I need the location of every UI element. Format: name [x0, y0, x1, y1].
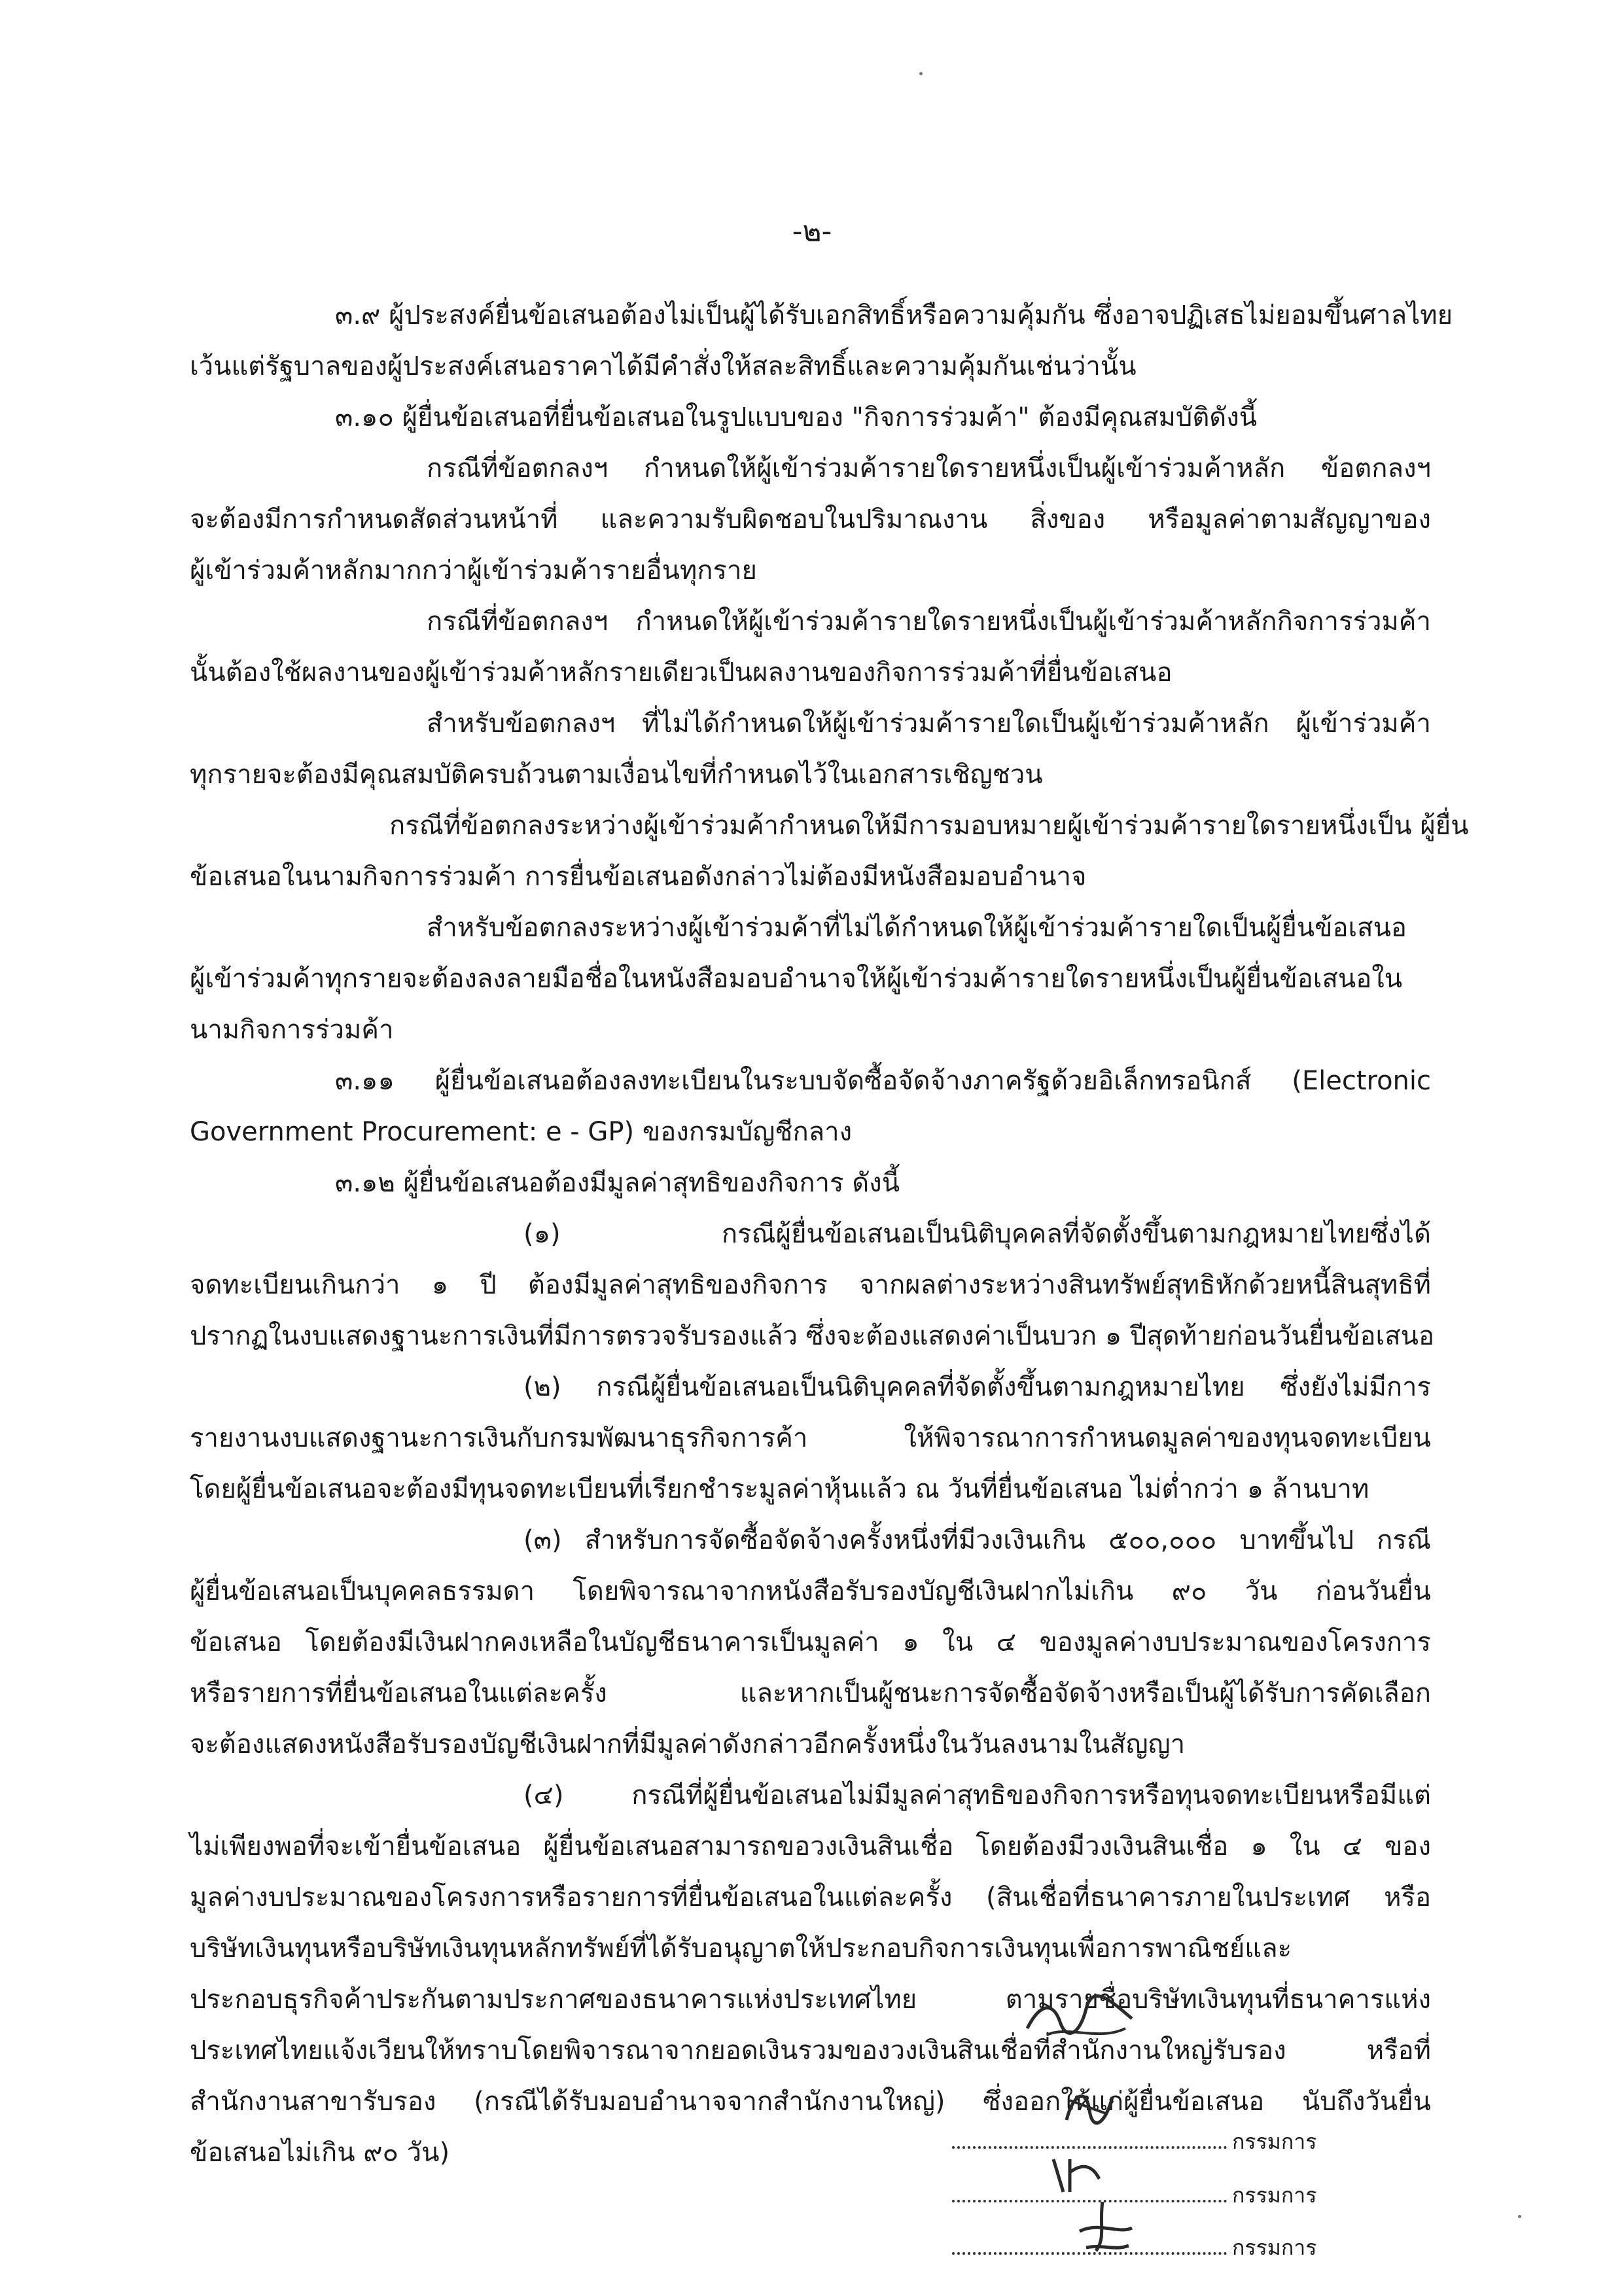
text-line: ๓.๑๑ ผู้ยื่นข้อเสนอต้องลงทะเบียนในระบบจัดซื้อจัดจ้างภาครัฐด้วยอิเล็กทรอนิกส์ (Electronic [335, 1066, 1431, 1096]
text-line: ๓.๑๐ ผู้ยื่นข้อเสนอที่ยื่นข้อเสนอในรูปแบบของ "กิจการร่วมค้า" ต้องมีคุณสมบัติดังนี้ [335, 402, 1258, 433]
text-line: (๑) กรณีผู้ยื่นข้อเสนอเป็นนิติบุคคลที่จัดตั้งขึ้นตามกฎหมายไทยซึ่งได้ [523, 1219, 1431, 1249]
text-line: จะต้องแสดงหนังสือรับรองบัญชีเงินฝากที่มีมูลค่าดังกล่าวอีกครั้งหนึ่งในวันลงนามในสัญญา [190, 1729, 1186, 1759]
text-line: ทุกรายจะต้องมีคุณสมบัติครบถ้วนตามเงื่อนไขที่กำหนดไว้ในเอกสารเชิญชวน [190, 760, 1043, 790]
text-line: (๒) กรณีผู้ยื่นข้อเสนอเป็นนิติบุคคลที่จัดตั้งขึ้นตามกฎหมายไทย ซึ่งยังไม่มีการ [523, 1372, 1431, 1402]
text-line: มูลค่างบประมาณของโครงการหรือรายการที่ยื่นข้อเสนอในแต่ละครั้ง (สินเชื่อที่ธนาคารภายในประเทศ หรือ [190, 1882, 1431, 1913]
signature-label: กรรมการ [1232, 2129, 1317, 2154]
text-line: โดยผู้ยื่นข้อเสนอจะต้องมีทุนจดทะเบียนที่เรียกชำระมูลค่าหุ้นแล้ว ณ วันที่ยื่นข้อเสนอ ไม่ต่ำกว่า ๑ ล้านบาท [190, 1474, 1369, 1504]
dotted-line [952, 2141, 1227, 2149]
text-line: ปรากฏในงบแสดงฐานะการเงินที่มีการตรวจรับรองแล้ว ซึ่งจะต้องแสดงค่าเป็นบวก ๑ ปีสุดท้ายก่อนวันยื่นข้อเสนอ [190, 1321, 1435, 1351]
text-line: บริษัทเงินทุนหรือบริษัทเงินทุนหลักทรัพย์ที่ได้รับอนุญาตให้ประกอบกิจการเงินทุนเพื่อการพาณิชย์และ [190, 1934, 1292, 1964]
text-line: กรณีที่ข้อตกลงระหว่างผู้เข้าร่วมค้ากำหนดให้มีการมอบหมายผู้เข้าร่วมค้ารายใดรายหนึ่งเป็น ผู้ยื่น [389, 811, 1469, 841]
text-line: ประเทศไทยแจ้งเวียนให้ทราบโดยพิจารณาจากยอดเงินรวมของวงเงินสินเชื่อที่สำนักงานใหญ่รับรอง หรือที่ [190, 2036, 1431, 2066]
text-line: นามกิจการร่วมค้า [190, 1015, 394, 1045]
handwritten-signature [1021, 1989, 1139, 2048]
text-line: ข้อเสนอไม่เกิน ๙๐ วัน) [190, 2138, 450, 2168]
text-line: ข้อเสนอ โดยต้องมีเงินฝากคงเหลือในบัญชีธนาคารเป็นมูลค่า ๑ ใน ๔ ของมูลค่างบประมาณของโครงการ [190, 1627, 1431, 1657]
text-line: ไม่เพียงพอที่จะเข้ายื่นข้อเสนอ ผู้ยื่นข้อเสนอสามารถขอวงเงินสินเชื่อ โดยต้องมีวงเงินสินเชื่อ ๑ ใน ๔ ของ [190, 1831, 1431, 1862]
text-line: ๓.๙ ผู้ประสงค์ยื่นข้อเสนอต้องไม่เป็นผู้ได้รับเอกสิทธิ์หรือความคุ้มกัน ซึ่งอาจปฏิเสธไม่ยอมขึ้นศาลไทย [335, 300, 1453, 330]
text-line: สำนักงานสาขารับรอง (กรณีได้รับมอบอำนาจจากสำนักงานใหญ่) ซึ่งออกให้แก่ผู้ยื่นข้อเสนอ นับถึงวันยื่น [190, 2087, 1431, 2117]
text-line: ผู้เข้าร่วมค้าทุกรายจะต้องลงลายมือชื่อในหนังสือมอบอำนาจให้ผู้เข้าร่วมค้ารายใดรายหนึ่งเป็นผู้ยื่นข้อเสนอใน [190, 964, 1403, 994]
text-line: นั้นต้องใช้ผลงานของผู้เข้าร่วมค้าหลักรายเดียวเป็นผลงานของกิจการร่วมค้าที่ยื่นข้อเสนอ [190, 658, 1173, 688]
text-line: เว้นแต่รัฐบาลของผู้ประสงค์เสนอราคาได้มีคำสั่งให้สละสิทธิ์และความคุ้มกันเช่นว่านั้น [190, 351, 1137, 381]
signature-line [952, 2125, 1316, 2159]
handwritten-signature [1047, 2153, 1106, 2199]
handwritten-signature [1060, 2081, 1119, 2133]
text-line: ผู้ยื่นข้อเสนอเป็นบุคคลธรรมดา โดยพิจารณาจากหนังสือรับรองบัญชีเงินฝากไม่เกิน ๙๐ วัน ก่อนวันยื่น [190, 1576, 1431, 1606]
text-line: (๔) กรณีที่ผู้ยื่นข้อเสนอไม่มีมูลค่าสุทธิของกิจการหรือทุนจดทะเบียนหรือมีแต่ [523, 1780, 1431, 1810]
text-line: ผู้เข้าร่วมค้าหลักมากกว่าผู้เข้าร่วมค้ารายอื่นทุกราย [190, 556, 757, 586]
text-line: สำหรับข้อตกลงระหว่างผู้เข้าร่วมค้าที่ไม่ได้กำหนดให้ผู้เข้าร่วมค้ารายใดเป็นผู้ยื่นข้อเสนอ [427, 913, 1407, 943]
signature-label: กรรมการ [1232, 2183, 1317, 2208]
text-line: ประกอบธุรกิจค้าประกันตามประกาศของธนาคารแห่งประเทศไทย ตามรายชื่อบริษัทเงินทุนที่ธนาคารแห่ง [190, 1985, 1431, 2015]
text-line: รายงานงบแสดงฐานะการเงินกับกรมพัฒนาธุรกิจการค้า ให้พิจารณาการกำหนดมูลค่าของทุนจดทะเบียน [190, 1423, 1431, 1453]
text-line: ข้อเสนอในนามกิจการร่วมค้า การยื่นข้อเสนอดังกล่าวไม่ต้องมีหนังสือมอบอำนาจ [190, 862, 1087, 892]
text-line: หรือรายการที่ยื่นข้อเสนอในแต่ละครั้ง และหากเป็นผู้ชนะการจัดซื้อจัดจ้างหรือเป็นผู้ได้รับการคัดเลือก [190, 1678, 1431, 1708]
text-line: (๓) สำหรับการจัดซื้อจัดจ้างครั้งหนึ่งที่มีวงเงินเกิน ๕๐๐,๐๐๐ บาทขึ้นไป กรณี [523, 1525, 1431, 1555]
scan-speck [1518, 2215, 1521, 2218]
page-number: -๒- [792, 215, 832, 248]
scan-speck [919, 72, 923, 75]
text-line: ๓.๑๒ ผู้ยื่นข้อเสนอต้องมีมูลค่าสุทธิของกิจการ ดังนี้ [335, 1168, 900, 1198]
text-line: Government Procurement: e - GP) ของกรมบัญชีกลาง [190, 1117, 853, 1147]
text-line: กรณีที่ข้อตกลงฯ กำหนดให้ผู้เข้าร่วมค้ารายใดรายหนึ่งเป็นผู้เข้าร่วมค้าหลัก ข้อตกลงฯ [427, 453, 1431, 484]
text-line: สำหรับข้อตกลงฯ ที่ไม่ได้กำหนดให้ผู้เข้าร่วมค้ารายใดเป็นผู้เข้าร่วมค้าหลัก ผู้เข้าร่วมค้า [427, 709, 1431, 739]
text-line: กรณีที่ข้อตกลงฯ กำหนดให้ผู้เข้าร่วมค้ารายใดรายหนึ่งเป็นผู้เข้าร่วมค้าหลักกิจการร่วมค้า [427, 607, 1431, 637]
signature-label: กรรมการ [1232, 2235, 1317, 2260]
handwritten-signature [1067, 2199, 1139, 2257]
text-line: จะต้องมีการกำหนดสัดส่วนหน้าที่ และความรับผิดชอบในปริมาณงาน สิ่งของ หรือมูลค่าตามสัญญาของ [190, 504, 1431, 535]
text-line: จดทะเบียนเกินกว่า ๑ ปี ต้องมีมูลค่าสุทธิของกิจการ จากผลต่างระหว่างสินทรัพย์สุทธิหักด้วยหนี้สินสุทธิที่ [190, 1270, 1431, 1300]
